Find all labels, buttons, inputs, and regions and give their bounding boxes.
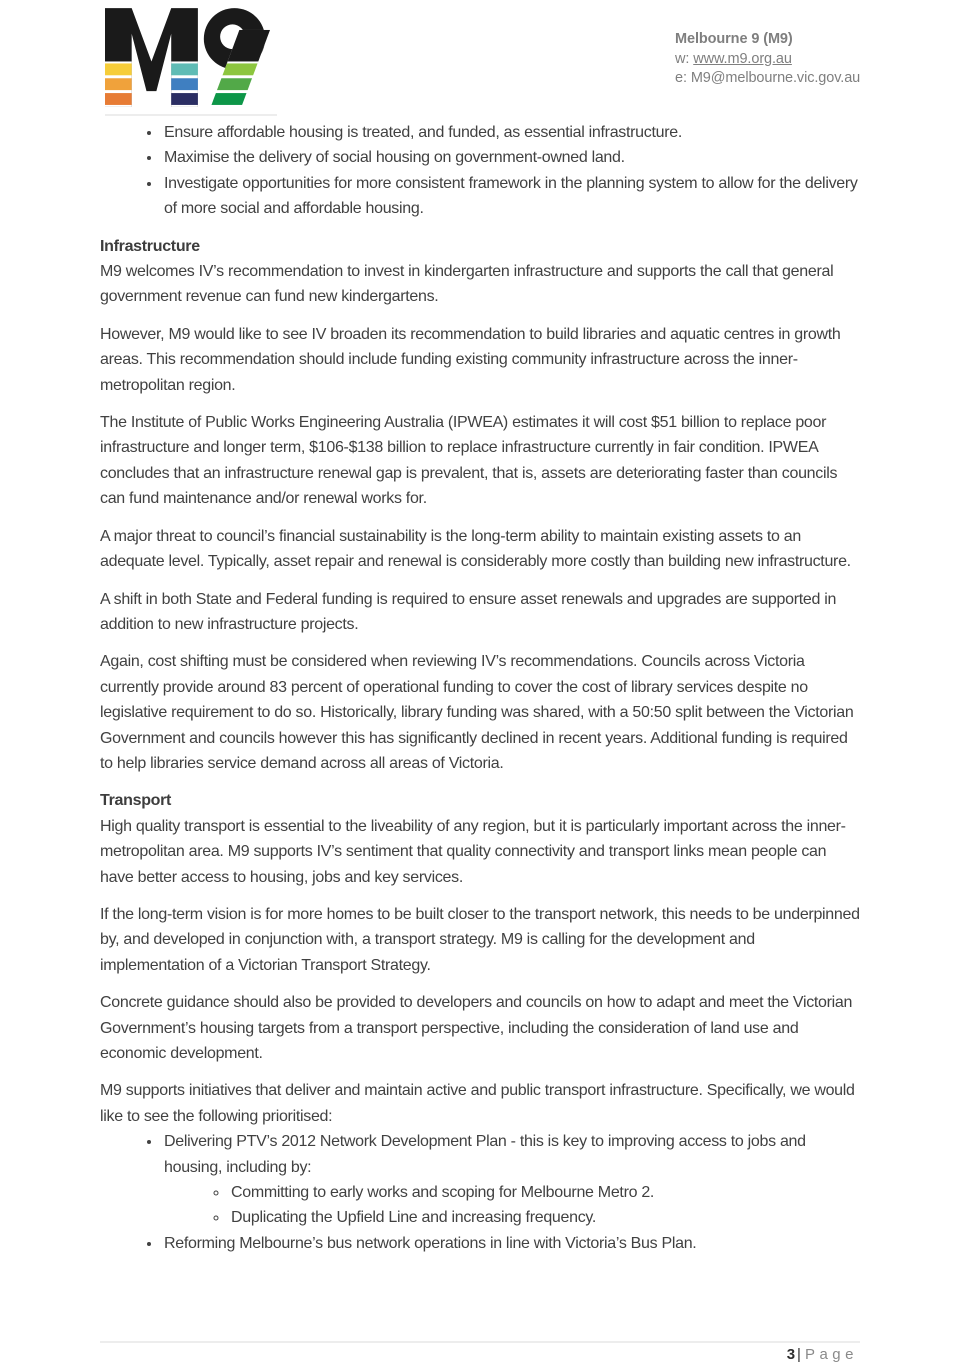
list-item: • Maximise the delivery of social housing on government-owned land.: [162, 145, 860, 170]
logo-stripe: [199, 78, 273, 90]
logo-shadow-bar: [105, 114, 277, 116]
footer-separator: |: [797, 1346, 801, 1363]
paragraph: M9 welcomes IV’s recommendation to invest in kindergarten infrastructure and supports the call that general government revenue can fund new kindergartens.: [100, 263, 834, 306]
paragraph: If the long-term vision is for more homes to be built closer to the transport network, this needs to be underpinned by, and developed in conjunction with, a transport strategy. M9 is calling for the development and implementation of a Victorian Transport Strategy.: [100, 905, 860, 974]
page-number: 3: [786, 1346, 796, 1363]
logo-stripe: [171, 63, 198, 75]
m9-logo-graphic: [105, 8, 273, 107]
footer-page-label: Page: [804, 1346, 858, 1363]
logo-stripe: [171, 93, 198, 105]
email-line: [675, 69, 860, 89]
email-address: M9@melbourne.vic.gov.au: [690, 70, 861, 86]
section-heading-infrastructure: Infrastructure: [100, 237, 200, 255]
paragraph: Again, cost shifting must be considered when reviewing IV’s recommendations. Councils across Victoria currently provide around 83 percent of operational funding to cover the cost of library services despite no legislative requirement to do so. Historically, library funding was shared, with a 50:50 split between the Victorian Government and councils however this has significantly declined in recent years. Additional funding is required to help libraries service demand across all areas of Victoria.: [100, 653, 854, 772]
list-item: • Investigate opportunities for more consistent framework in the planning system to allow for the delivery of more social and affordable housing.: [162, 171, 860, 222]
paragraph: However, M9 would like to see IV broaden its recommendation to build libraries and aquatic centres in growth areas. This recommendation should include funding existing community infrastructure across the inner-metropolitan region.: [100, 325, 841, 394]
paragraph: A major threat to council’s financial sustainability is the long-term ability to maintain existing assets to an adequate level. Typically, asset repair and renewal is considerably more costly than building new infrastructure.: [100, 527, 851, 571]
org-name: Melbourne 9 (M9): [675, 31, 793, 47]
footer-rule: [100, 1341, 860, 1343]
list-item-text: Delivering PTV’s 2012 Network Development Plan - this is key to improving access to jobs and housing, including by:: [164, 1133, 806, 1176]
logo-stripe: [105, 78, 132, 90]
section-heading-transport: Transport: [100, 792, 172, 810]
logo-stripe: [171, 78, 198, 90]
footer: [787, 1346, 858, 1363]
transport-priorities-list: [100, 1129, 860, 1256]
paragraph: High quality transport is essential to the liveability of any region, but it is particularly important across the inner-metropolitan area. M9 supports IV’s sentiment that quality connectivity and transport links mean people can have better access to housing, jobs and key services.: [100, 817, 846, 886]
website-link[interactable]: www.m9.org.au: [693, 50, 792, 67]
contact-block: [675, 30, 860, 89]
m9-logo: [105, 8, 277, 116]
list-item: ◦ Committing to early works and scoping for Melbourne Metro 2.: [229, 1180, 860, 1205]
list-item: [162, 1129, 860, 1231]
logo-stripe: [199, 93, 273, 105]
paragraph: The Institute of Public Works Engineering Australia (IPWEA) estimates it will cost $51 billion to replace poor infrastructure and longer term, $106-$138 billion to replace infrastructure currently in fair condition. IPWEA concludes that an infrastructure renewal gap is prevalent, that is, assets are deteriorating faster than councils can fund maintenance and/or renewal works for.: [100, 414, 838, 508]
logo-stripe: [199, 63, 273, 75]
intro-bullet-list: [100, 120, 860, 222]
email-label: e:: [675, 70, 691, 86]
logo-stripe: [105, 93, 132, 105]
priority1-sub-list: [164, 1180, 860, 1231]
website-label: w:: [675, 50, 694, 67]
list-item: • Ensure affordable housing is treated, and funded, as essential infrastructure.: [162, 120, 860, 145]
list-item: • Reforming Melbourne’s bus network operations in line with Victoria’s Bus Plan.: [162, 1231, 860, 1256]
document-body: [100, 120, 860, 1256]
list-item: ◦ Duplicating the Upfield Line and increasing frequency.: [229, 1205, 860, 1230]
logo-stripe: [105, 63, 132, 75]
paragraph: Concrete guidance should also be provided to developers and councils on how to adapt and meet the Victorian Government’s housing targets from a transport perspective, including the consideration of land use and economic development.: [100, 994, 853, 1062]
paragraph: M9 supports initiatives that deliver and maintain active and public transport infrastructure. Specifically, we would like to see the following prioritised:: [100, 1082, 855, 1125]
website-line: [675, 50, 860, 70]
paragraph: A shift in both State and Federal funding is required to ensure asset renewals and upgrades are supported in addition to new infrastructure projects.: [100, 590, 837, 633]
